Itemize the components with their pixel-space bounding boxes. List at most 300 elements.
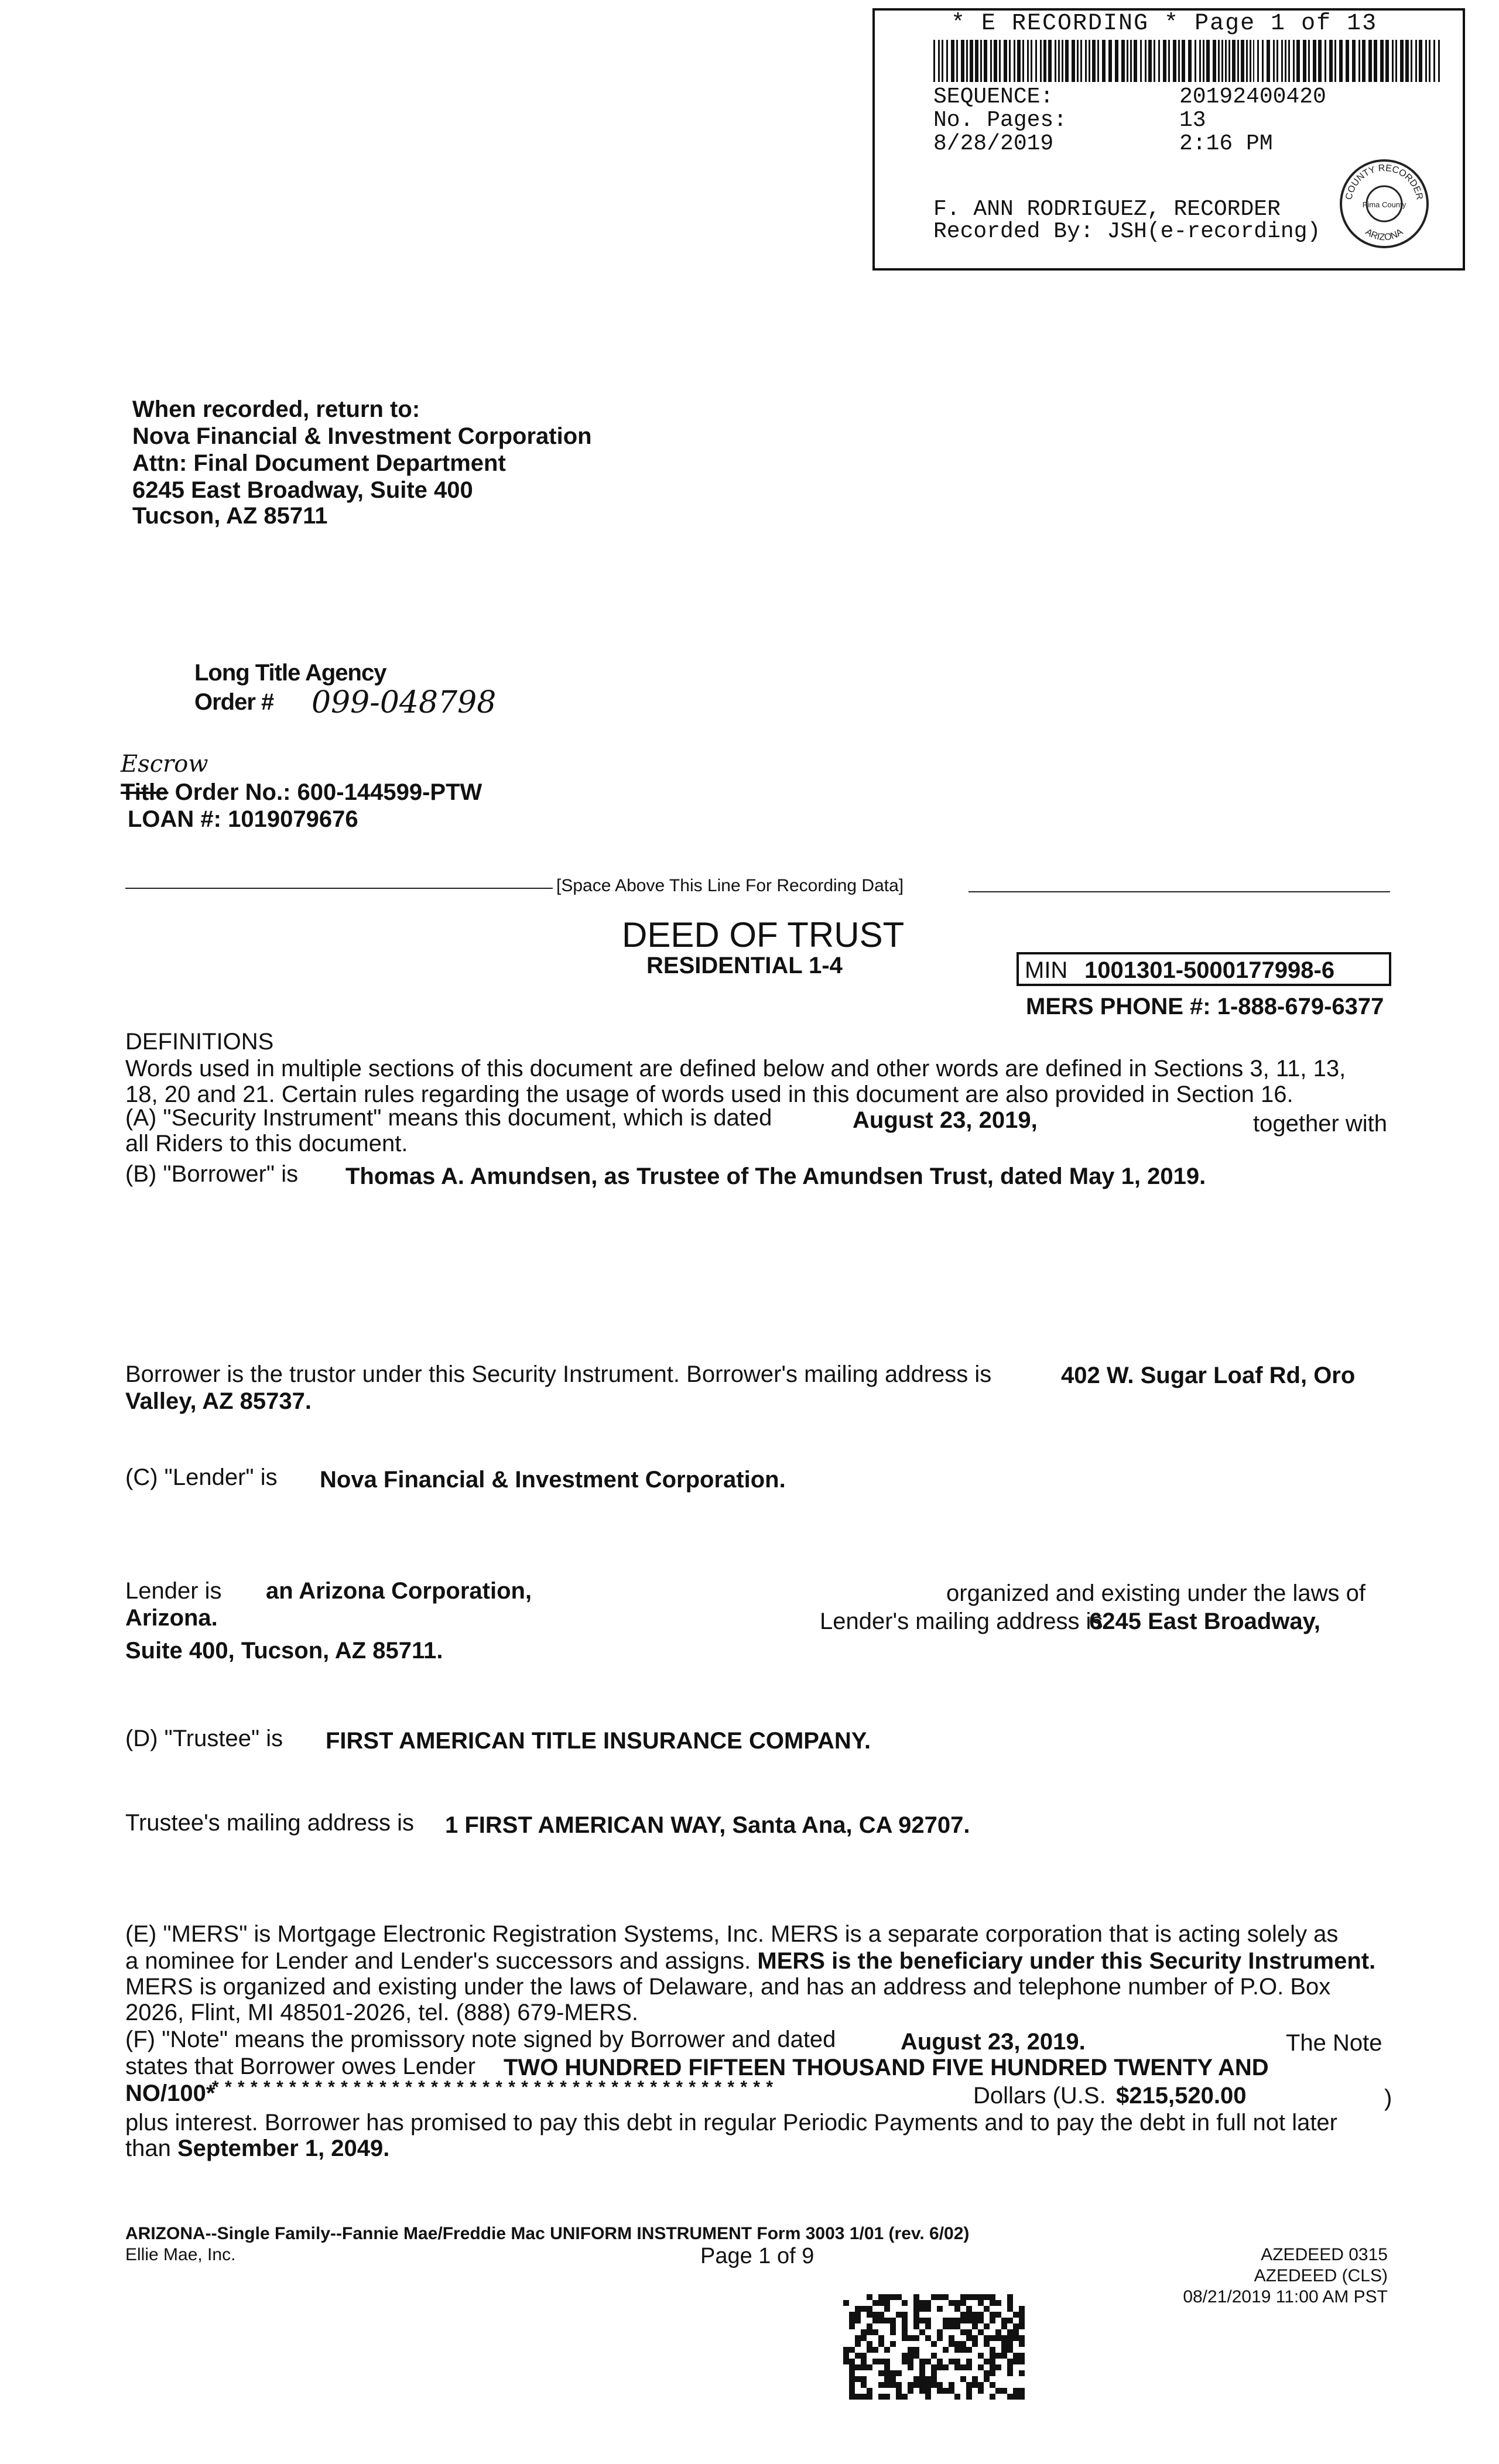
barcode-bar: [1168, 40, 1170, 82]
barcode-cell: [925, 2359, 931, 2364]
barcode-bar: [1148, 40, 1152, 82]
barcode-cell: [902, 2329, 908, 2335]
barcode-bar: [1293, 40, 1295, 82]
barcode-bar: [1253, 40, 1255, 82]
definitions-intro-line1: Words used in multiple sections of this document are defined below and other words are defined in Sections 3, 11, 13,: [125, 1056, 1346, 1082]
barcode-cell: [913, 2312, 919, 2318]
barcode-bar: [1374, 40, 1377, 82]
barcode-bar: [1385, 40, 1389, 82]
barcode-cell: [960, 2300, 966, 2306]
definitions-intro-line2: 18, 20 and 21. Certain rules regarding the usage of words used in this document are also provided in Section 16.: [125, 1082, 1293, 1107]
barcode-cell: [1001, 2323, 1007, 2329]
barcode-bar: [1102, 40, 1106, 82]
def-f-line5-bold: September 1, 2049.: [177, 2136, 390, 2161]
svg-text:ARIZONA: [1364, 227, 1405, 242]
barcode-cell: [884, 2370, 890, 2376]
barcode-cell: [984, 2359, 990, 2364]
barcode-cell: [890, 2370, 896, 2376]
barcode-cell: [949, 2388, 954, 2394]
barcode-cell: [943, 2294, 949, 2300]
borrower-address-line2: Valley, AZ 85737.: [125, 1388, 312, 1414]
def-c-value: Nova Financial & Investment Corporation.: [320, 1467, 786, 1493]
barcode-bar: [1313, 40, 1316, 82]
barcode-cell: [949, 2359, 954, 2364]
barcode-cell: [913, 2376, 919, 2382]
barcode-cell: [995, 2388, 1001, 2394]
barcode-cell: [902, 2359, 908, 2364]
barcode-bar: [1318, 40, 1322, 82]
barcode-cell: [884, 2300, 890, 2306]
barcode-cell: [925, 2323, 931, 2329]
barcode-cell: [843, 2359, 849, 2364]
return-to-line5: Tucson, AZ 85711: [132, 503, 328, 529]
return-to-line2: Nova Financial & Investment Corporation: [132, 423, 592, 449]
barcode-cell: [943, 2364, 949, 2370]
barcode-bar: [1017, 40, 1021, 82]
barcode-cell: [972, 2294, 978, 2300]
barcode-cell: [995, 2329, 1001, 2335]
barcode-cell: [1007, 2347, 1013, 2353]
barcode-cell: [908, 2353, 913, 2359]
barcode-bar: [1267, 40, 1270, 82]
barcode-bar: [1339, 40, 1343, 82]
svg-text:COUNTY RECORDER: [1344, 163, 1424, 201]
barcode-cell: [890, 2376, 896, 2382]
def-b-value: Thomas A. Amundsen, as Trustee of The Amundsen Trust, dated May 1, 2019.: [345, 1163, 1206, 1189]
barcode-cell: [949, 2341, 954, 2347]
barcode-cell: [949, 2300, 954, 2306]
min-label: MIN: [1025, 957, 1068, 983]
barcode-cell: [990, 2294, 995, 2300]
barcode-cell: [867, 2312, 872, 2318]
def-f-line5-plain: than: [125, 2136, 171, 2161]
barcode-cell: [966, 2335, 972, 2341]
barcode-cell: [990, 2300, 995, 2306]
barcode-bar: [1225, 40, 1227, 82]
barcode-cell: [960, 2364, 966, 2370]
barcode-bar: [961, 40, 964, 82]
barcode-cell: [884, 2359, 890, 2364]
barcode-cell: [972, 2318, 978, 2323]
barcode-cell: [978, 2382, 984, 2388]
barcode-bar: [1285, 40, 1286, 82]
barcode-cell: [872, 2318, 878, 2323]
barcode-cell: [925, 2382, 931, 2388]
barcode-bar: [1055, 40, 1056, 82]
barcode-cell: [878, 2382, 884, 2388]
barcode-bar: [970, 40, 973, 82]
barcode-bar: [990, 40, 992, 82]
barcode-cell: [966, 2382, 972, 2388]
barcode-bar: [1246, 40, 1248, 82]
barcode-cell: [966, 2394, 972, 2400]
barcode-cell: [861, 2329, 867, 2335]
def-e-line2-plain: a nominee for Lender and Lender's successors and assigns.: [125, 1948, 751, 1974]
barcode-cell: [990, 2394, 995, 2400]
barcode-bar: [1358, 40, 1360, 82]
def-a-date: August 23, 2019,: [853, 1107, 1038, 1133]
barcode-cell: [960, 2347, 966, 2353]
barcode-cell: [984, 2376, 990, 2382]
barcode-cell: [960, 2376, 966, 2382]
barcode-cell: [972, 2312, 978, 2318]
barcode-cell: [990, 2364, 995, 2370]
barcode-cell: [1007, 2364, 1013, 2370]
space-above-line: [Space Above This Line For Recording Data]: [556, 876, 904, 895]
barcode-cell: [925, 2335, 931, 2341]
barcode-cell: [954, 2359, 960, 2364]
barcode-cell: [937, 2294, 943, 2300]
barcode-bar: [1188, 40, 1192, 82]
barcode-bar: [1405, 40, 1409, 82]
barcode-bar: [1325, 40, 1326, 82]
barcode-cell: [1013, 2359, 1019, 2364]
barcode-cell: [878, 2370, 884, 2376]
def-a-line2: all Riders to this document.: [125, 1131, 408, 1156]
barcode-cell: [1019, 2341, 1025, 2347]
barcode-cell: [902, 2312, 908, 2318]
barcode-bar: [1415, 40, 1417, 82]
barcode-bar: [942, 40, 943, 82]
barcode-cell: [972, 2376, 978, 2382]
barcode-cell: [925, 2394, 931, 2400]
barcode-cell: [978, 2294, 984, 2300]
barcode-bar: [1072, 40, 1075, 82]
barcode-cell: [884, 2382, 890, 2388]
barcode-cell: [949, 2382, 954, 2388]
barcode-cell: [849, 2388, 855, 2394]
barcode-cell: [925, 2300, 931, 2306]
barcode-cell: [919, 2306, 925, 2312]
barcode-cell: [925, 2376, 931, 2382]
barcode-bar: [1419, 40, 1422, 82]
barcode-cell: [849, 2376, 855, 2382]
barcode-cell: [896, 2394, 902, 2400]
barcode-bar: [1121, 40, 1125, 82]
barcode-cell: [913, 2300, 919, 2306]
def-f-line5: [125, 2135, 389, 2162]
barcode-cell: [861, 2364, 867, 2370]
barcode-cell: [990, 2353, 995, 2359]
barcode-bar: [1163, 40, 1166, 82]
barcode-cell: [1013, 2394, 1019, 2400]
barcode-cell: [931, 2382, 937, 2388]
barcode-bar: [1296, 40, 1300, 82]
def-e-line4: 2026, Flint, MI 48501-2026, tel. (888) 679-MERS.: [125, 2000, 639, 2025]
barcode-cell: [919, 2370, 925, 2376]
barcode-cell: [884, 2376, 890, 2382]
barcode-cell: [867, 2394, 872, 2400]
barcode-cell: [954, 2341, 960, 2347]
def-e-line3: MERS is organized and existing under the laws of Delaware, and has an address and telephone number of P.O. Box: [125, 1974, 1331, 2000]
barcode-cell: [896, 2370, 902, 2376]
barcode-cell: [1007, 2341, 1013, 2347]
barcode-cell: [849, 2359, 855, 2364]
barcode-cell: [849, 2370, 855, 2376]
barcode-bar: [1329, 40, 1333, 82]
barcode-bar: [1085, 40, 1087, 82]
barcode-cell: [902, 2318, 908, 2323]
barcode-bar: [1288, 40, 1290, 82]
barcode-bar: [1368, 40, 1372, 82]
barcode-bar: [1237, 40, 1239, 82]
barcode-bar: [1077, 40, 1079, 82]
barcode-bar: [1203, 40, 1204, 82]
barcode-cell: [966, 2306, 972, 2312]
barcode-cell: [966, 2359, 972, 2364]
barcode-bar: [1154, 40, 1155, 82]
barcode-cell: [1007, 2370, 1013, 2376]
trustee-mailing-label: Trustee's mailing address is: [125, 1810, 415, 1836]
return-to-line4: 6245 East Broadway, Suite 400: [132, 477, 473, 503]
def-f-text: (F) "Note" means the promissory note signed by Borrower and dated: [125, 2027, 836, 2052]
barcode-cell: [984, 2341, 990, 2347]
barcode-cell: [843, 2347, 849, 2353]
barcode-cell: [908, 2364, 913, 2370]
barcode-cell: [849, 2394, 855, 2400]
barcode-cell: [960, 2318, 966, 2323]
def-e-line1: (E) "MERS" is Mortgage Electronic Registration Systems, Inc. MERS is a separate corporation that is acting solely as: [125, 1921, 1339, 1947]
barcode-bar: [1134, 40, 1137, 82]
barcode-cell: [1001, 2388, 1007, 2394]
def-f-amount: $215,520.00: [1116, 2083, 1247, 2109]
lender-state: Arizona.: [125, 1605, 218, 1631]
barcode-cell: [990, 2359, 995, 2364]
def-d-value: FIRST AMERICAN TITLE INSURANCE COMPANY.: [326, 1728, 871, 1754]
barcode-cell: [878, 2318, 884, 2323]
def-f-amount-words: TWO HUNDRED FIFTEEN THOUSAND FIVE HUNDRED TWENTY AND: [504, 2055, 1269, 2080]
lender-mailing-label: Lender's mailing address is: [820, 1609, 1103, 1634]
barcode-cell: [931, 2364, 937, 2370]
barcode-cell: [913, 2335, 919, 2341]
barcode-cell: [908, 2335, 913, 2341]
document-title: DEED OF TRUST: [622, 915, 905, 954]
barcode-cell: [949, 2335, 954, 2341]
barcode-bar: [1380, 40, 1384, 82]
barcode-cell: [861, 2353, 867, 2359]
barcode-cell: [855, 2312, 861, 2318]
barcode-cell: [978, 2364, 984, 2370]
barcode-cell: [872, 2300, 878, 2306]
barcode-cell: [913, 2318, 919, 2323]
barcode-cell: [849, 2382, 855, 2388]
barcode-cell: [908, 2388, 913, 2394]
barcode-cell: [849, 2347, 855, 2353]
barcode-cell: [884, 2364, 890, 2370]
barcode-bar: [1213, 40, 1216, 82]
barcode-cell: [995, 2353, 1001, 2359]
barcode-cell: [1007, 2359, 1013, 2364]
barcode-cell: [937, 2382, 943, 2388]
barcode-cell: [919, 2329, 925, 2335]
barcode-cell: [861, 2335, 867, 2341]
barcode-bar: [1392, 40, 1394, 82]
pages-value: 13: [1179, 108, 1206, 133]
lender-type: an Arizona Corporation,: [266, 1578, 532, 1604]
barcode-cell: [867, 2347, 872, 2353]
barcode-cell: [943, 2388, 949, 2394]
barcode-cell: [960, 2294, 966, 2300]
barcode-cell: [984, 2370, 990, 2376]
barcode-cell: [1007, 2300, 1013, 2306]
barcode-cell: [878, 2359, 884, 2364]
barcode-cell: [943, 2347, 949, 2353]
barcode-cell: [966, 2347, 972, 2353]
barcode-cell: [855, 2376, 861, 2382]
footer-timestamp: 08/21/2019 11:00 AM PST: [1183, 2287, 1388, 2306]
agency-order-handwritten: 099-048798: [312, 685, 497, 720]
barcode-cell: [884, 2306, 890, 2312]
barcode-cell: [884, 2318, 890, 2323]
barcode-cell: [872, 2359, 878, 2364]
barcode-cell: [931, 2294, 937, 2300]
barcode-cell: [937, 2335, 943, 2341]
barcode-cell: [855, 2306, 861, 2312]
barcode-cell: [896, 2382, 902, 2388]
barcode-cell: [1007, 2294, 1013, 2300]
def-b-text: (B) "Borrower" is: [125, 1161, 299, 1187]
barcode-cell: [919, 2318, 925, 2323]
barcode-cell: [1007, 2306, 1013, 2312]
barcode-cell: [937, 2306, 943, 2312]
barcode-cell: [855, 2364, 861, 2370]
min-box: [1017, 952, 1391, 986]
barcode-cell: [954, 2364, 960, 2370]
barcode-bar: [1262, 40, 1264, 82]
barcode-bar: [1352, 40, 1356, 82]
barcode-bar: [1308, 40, 1310, 82]
barcode-cell: [861, 2382, 867, 2388]
barcode-cell: [855, 2341, 861, 2347]
def-f-line4: plus interest. Borrower has promised to pay this debt in regular Periodic Payments and to pay the debt in full not later: [125, 2110, 1337, 2136]
barcode-cell: [919, 2300, 925, 2306]
space-rule-right: [968, 891, 1390, 892]
barcode-cell: [972, 2341, 978, 2347]
barcode-cell: [867, 2341, 872, 2347]
barcode-cell: [890, 2318, 896, 2323]
barcode-bar: [1092, 40, 1096, 82]
footer-page: Page 1 of 9: [700, 2244, 814, 2268]
barcode-bar: [1040, 40, 1042, 82]
barcode-cell: [878, 2300, 884, 2306]
barcode-cell: [1007, 2335, 1013, 2341]
barcode-cell: [990, 2370, 995, 2376]
barcode-bar: [1062, 40, 1063, 82]
barcode-cell: [978, 2318, 984, 2323]
barcode-bar: [1199, 40, 1201, 82]
barcode-bar: [1031, 40, 1032, 82]
barcode-cell: [861, 2376, 867, 2382]
barcode-cell: [972, 2382, 978, 2388]
barcode-cell: [919, 2364, 925, 2370]
barcode-cell: [925, 2306, 931, 2312]
barcode-bar: [1027, 40, 1029, 82]
barcode-bar: [966, 40, 968, 82]
barcode-cell: [913, 2294, 919, 2300]
barcode-cell: [872, 2312, 878, 2318]
barcode-cell: [884, 2294, 890, 2300]
barcode-bar: [1425, 40, 1427, 82]
return-to-line1: When recorded, return to:: [132, 396, 420, 422]
min-value: 1001301-5000177998-6: [1084, 957, 1335, 983]
barcode-bar: [1140, 40, 1142, 82]
barcode-cell: [902, 2353, 908, 2359]
barcode-bar: [1182, 40, 1185, 82]
recording-date: 8/28/2019: [933, 131, 1054, 156]
recording-stamp-box: [872, 8, 1465, 271]
barcode-cell: [960, 2341, 966, 2347]
barcode-cell: [978, 2388, 984, 2394]
barcode-cell: [925, 2318, 931, 2323]
lender-address-line2: Suite 400, Tucson, AZ 85711.: [125, 1638, 443, 1664]
barcode-cell: [931, 2376, 937, 2382]
barcode-cell: [902, 2300, 908, 2306]
barcode-cell: [902, 2323, 908, 2329]
barcode-bar: [1127, 40, 1128, 82]
barcode-bar: [1035, 40, 1037, 82]
barcode-bar: [1009, 40, 1011, 82]
barcode-bar: [1178, 40, 1180, 82]
barcode-bar: [1022, 40, 1024, 82]
barcode-cell: [913, 2306, 919, 2312]
barcode-cell: [966, 2329, 972, 2335]
barcode-bar: [1281, 40, 1283, 82]
def-d-text: (D) "Trustee" is: [125, 1726, 283, 1751]
barcode-cell: [1007, 2394, 1013, 2400]
lender-address-line1: 6245 East Broadway,: [1089, 1609, 1321, 1634]
barcode-cell: [954, 2300, 960, 2306]
barcode-cell: [913, 2382, 919, 2388]
barcode-cell: [849, 2364, 855, 2370]
barcode-cell: [954, 2347, 960, 2353]
barcode-cell: [1019, 2323, 1025, 2329]
barcode-cell: [890, 2341, 896, 2347]
barcode-bar: [1362, 40, 1365, 82]
barcode-bar: [1043, 40, 1047, 82]
barcode-cell: [972, 2323, 978, 2329]
footer-vendor: Ellie Mae, Inc.: [125, 2245, 236, 2264]
barcode-cell: [984, 2294, 990, 2300]
return-to-line3: Attn: Final Document Department: [132, 450, 506, 476]
barcode-bar: [1429, 40, 1430, 82]
barcode-cell: [878, 2394, 884, 2400]
barcode-bar: [1195, 40, 1196, 82]
barcode-cell: [949, 2318, 954, 2323]
barcode-cell: [913, 2323, 919, 2329]
barcode-bar: [1158, 40, 1160, 82]
barcode-cell: [943, 2323, 949, 2329]
sequence-value: 20192400420: [1179, 84, 1326, 109]
barcode-cell: [1013, 2335, 1019, 2341]
sequence-label: SEQUENCE:: [933, 84, 1054, 109]
barcode-cell: [937, 2329, 943, 2335]
barcode-cell: [978, 2329, 984, 2335]
recording-barcode: [933, 40, 1443, 82]
barcode-cell: [849, 2318, 855, 2323]
barcode-cell: [1007, 2329, 1013, 2335]
barcode-cell: [990, 2312, 995, 2318]
barcode-bar: [946, 40, 948, 82]
barcode-cell: [966, 2318, 972, 2323]
barcode-cell: [925, 2388, 931, 2394]
barcode-cell: [861, 2306, 867, 2312]
barcode-cell: [855, 2394, 861, 2400]
barcode-cell: [978, 2353, 984, 2359]
barcode-cell: [896, 2294, 902, 2300]
loan-number: LOAN #: 1019079676: [128, 806, 358, 832]
barcode-bar: [1433, 40, 1435, 82]
order-number: Order No.: 600-144599-PTW: [168, 779, 482, 805]
